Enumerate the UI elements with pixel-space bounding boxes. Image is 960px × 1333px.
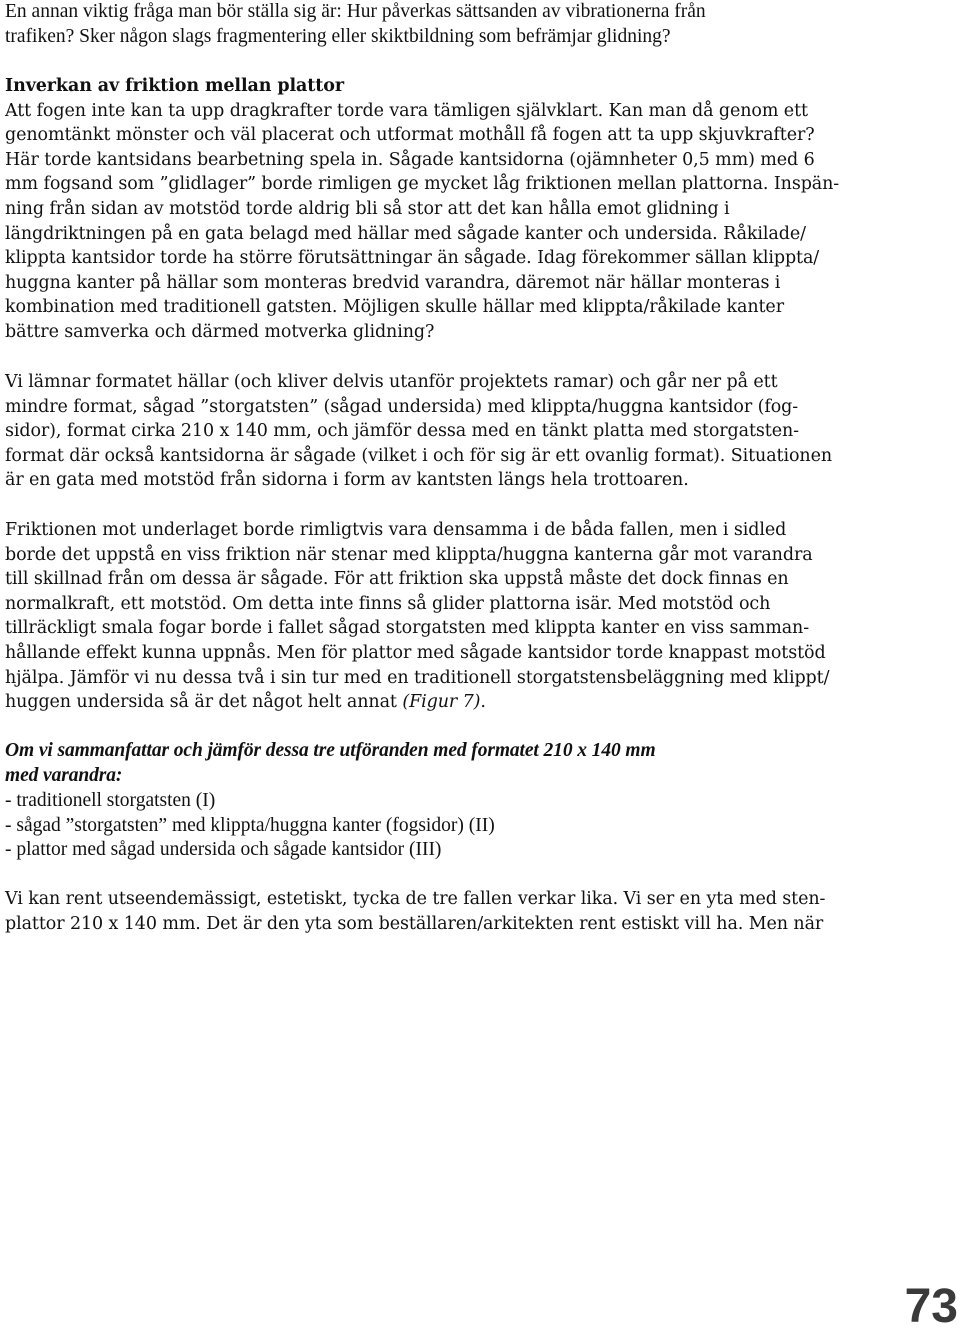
paragraph-line: plattor 210 x 140 mm. Det är den yta som beställaren/arkitekten rent estiskt vill ha. Men när — [5, 913, 824, 934]
summary-heading: Om vi sammanfattar och jämför dessa tre utföranden med formatet 210 x 140 mm — [5, 740, 656, 761]
paragraph-line: ning från sidan av motstöd torde aldrig bli så stor att det kan hålla emot glidning i — [5, 198, 730, 219]
paragraph-line: Här torde kantsidans bearbetning spela in. Sågade kantsidorna (ojämnheter 0,5 mm) med 6 — [5, 149, 815, 170]
paragraph-line: format där också kantsidorna är sågade (vilket i och för sig är ett ovanlig format). Situationen — [5, 445, 832, 466]
paragraph-line: genomtänkt mönster och väl placerat och utformat mothåll få fogen att ta upp skjuvkrafter? — [5, 125, 815, 146]
paragraph-line: till skillnad från om dessa är sågade. För att friktion ska uppstå måste det dock finnas en — [5, 569, 789, 590]
list-item: - sågad ”storgatsten” med klippta/huggna kanter (fogsidor) (II) — [5, 814, 495, 836]
paragraph-line: tillräckligt smala fogar borde i fallet sågad storgatsten med klippta kanter en viss samman- — [5, 618, 810, 639]
paragraph-line: mm fogsand som ”glidlager” borde rimligen ge mycket låg friktionen mellan plattorna. Inspän- — [5, 174, 840, 195]
paragraph-line: huggna kanter på hällar som monteras bredvid varandra, däremot när hällar monteras i — [5, 272, 781, 293]
paragraph-line: kombination med traditionell gatsten. Möjligen skulle hällar med klippta/råkilade kanter — [5, 297, 784, 318]
summary-heading: med varandra: — [5, 764, 123, 786]
paragraph-line: hållande effekt kunna uppnås. Men för plattor med sågade kantsidor torde knappast motstöd — [5, 642, 826, 663]
paragraph-line: Vi kan rent utseendemässigt, estetiskt, tycka de tre fallen verkar lika. Vi ser en yta med sten- — [5, 889, 826, 909]
paragraph-line: bättre samverka och därmed motverka glidning? — [5, 321, 435, 342]
section-heading: Inverkan av friktion mellan plattor — [5, 76, 344, 96]
paragraph-line-last — [5, 690, 955, 715]
page-number: 73 — [904, 1280, 958, 1333]
paragraph-line: klippta kantsidor torde ha större förutsättningar än sågade. Idag förekommer sällan klippta/ — [5, 248, 820, 269]
paragraph-line: är en gata med motstöd från sidorna i form av kantsten längs hela trottoaren. — [5, 470, 689, 491]
figure-reference: (Figur 7) — [402, 692, 481, 713]
intro-line: trafiken? Sker någon slags fragmentering eller skiktbildning som befrämjar glidning? — [5, 25, 671, 47]
friction-section — [5, 74, 955, 345]
paragraph-line: borde det uppstå en viss friktion när stenar med klippta/huggna kanterna går mot varandra — [5, 544, 813, 565]
closing-paragraph — [5, 887, 955, 936]
list-item: - plattor med sågad undersida och sågade kantsidor (III) — [5, 839, 442, 861]
intro-paragraph — [5, 0, 955, 49]
format-paragraph — [5, 370, 955, 493]
paragraph-text: huggen undersida så är det något helt annat — [5, 692, 403, 713]
summary-list — [5, 789, 955, 863]
paragraph-line: hjälpa. Jämför vi nu dessa två i sin tur med en traditionell storgatstensbeläggning med klippt/ — [5, 667, 830, 688]
paragraph-period: . — [480, 692, 486, 713]
intro-line: En annan viktig fråga man bör ställa sig är: Hur påverkas sättsanden av vibrationerna från — [5, 1, 706, 22]
summary-section — [5, 739, 955, 788]
paragraph-line: mindre format, sågad ”storgatsten” (sågad undersida) med klippta/huggna kantsidor (fog- — [5, 396, 799, 417]
paragraph-line: längdriktningen på en gata belagd med hällar med sågade kanter och undersida. Råkilade/ — [5, 223, 806, 244]
list-item: - traditionell storgatsten (I) — [5, 790, 216, 811]
paragraph-line: sidor), format cirka 210 x 140 mm, och jämför dessa med en tänkt platta med storgatsten- — [5, 421, 799, 442]
friction-base-paragraph — [5, 518, 955, 715]
paragraph-line: Vi lämnar formatet hällar (och kliver delvis utanför projektets ramar) och går ner på ett — [5, 372, 778, 392]
paragraph-line: Friktionen mot underlaget borde rimligtvis vara densamma i de båda fallen, men i sidled — [5, 520, 787, 540]
paragraph-line: normalkraft, ett motstöd. Om detta inte finns så glider plattorna isär. Med motstöd och — [5, 593, 771, 614]
paragraph-line: Att fogen inte kan ta upp dragkrafter torde vara tämligen självklart. Kan man då genom ett — [5, 100, 808, 121]
